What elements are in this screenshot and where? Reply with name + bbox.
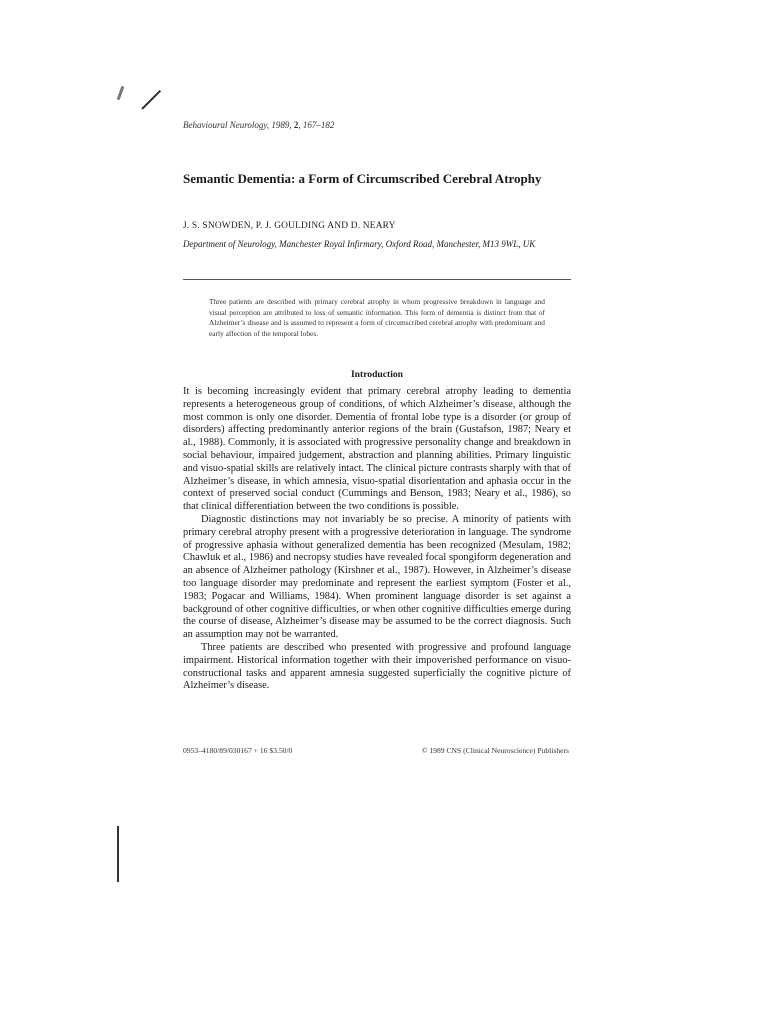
- body-text: [183, 386, 571, 693]
- title-divider: [183, 279, 571, 280]
- scan-artifact-tick: [117, 86, 125, 100]
- journal-citation: [183, 120, 334, 130]
- section-heading: Introduction: [350, 369, 404, 380]
- journal-volume: 2: [293, 120, 299, 130]
- author-affiliation: Department of Neurology, Manchester Royal Infirmary, Oxford Road, Manchester, M13 9WL, UK: [183, 239, 536, 249]
- paper-authors: J. S. SNOWDEN, P. J. GOULDING AND D. NEARY: [183, 221, 396, 231]
- scan-artifact-edge-line: [117, 826, 119, 882]
- copyright-notice: © 1989 CNS (Clinical Neuroscience) Publishers: [421, 746, 569, 755]
- abstract: Three patients are described with primary cerebral atrophy in whom progressive breakdown in language and visual perception are attributed to loss of semantic information. This form of dementia is distinct from that of Alzheimer’s disease and is assumed to represent a form of circumscribed cerebral atrophy with predominant and early affection of the temporal lobes.: [209, 297, 545, 338]
- journal-year: , 1989,: [266, 120, 294, 130]
- paragraph: Three patients are described who presented with progressive and profound language impairment. Historical information together with their impoverished performance on visuo-constructional tasks and apparent amnesia suggested superficially the cognitive picture of Alzheimer’s disease.: [183, 641, 571, 692]
- article-code: 0953–4180/89/030167 + 16 $3.50/0: [183, 746, 293, 755]
- journal-pages: , 167–182: [298, 120, 335, 130]
- paragraph: Diagnostic distinctions may not invariably be so precise. A minority of patients with primary cerebral atrophy present with a progressive deterioration in language. The syndrome of progressive aphasia without generalized dementia has been recognized (Mesulam, 1982; Chawluk et al., 1986) and necropsy studies have revealed focal spongiform degeneration and an absence of Alzheimer pathology (Kirshner et al., 1987). However, in Alzheimer’s disease too language disorder may predominate and represent the earliest symptom (Foster et al., 1983; Pogacar and Williams, 1984). When prominent language disorder is set against a background of other cognitive difficulties, or when other cognitive difficulties emerge during the course of disease, Alzheimer’s disease may be assumed to be the correct diagnosis. Such an assumption may not be warranted.: [183, 513, 571, 641]
- scan-artifact-slash: [141, 90, 161, 110]
- paragraph: It is becoming increasingly evident that primary cerebral atrophy leading to dementia represents a heterogeneous group of conditions, of which Alzheimer’s disease, although the most common is only one disorder. Dementia of frontal lobe type is a disorder (or group of disorders) affecting predominantly anterior regions of the brain (Gustafson, 1987; Neary et al., 1988). Commonly, it is associated with progressive personality change and breakdown in social behaviour, impaired judgement, abstraction and planning abilities. Primary linguistic and visuo-spatial skills are relatively intact. The clinical picture contrasts sharply with that of Alzheimer’s disease, in which amnesia, visuo-spatial disorientation and aphasia occur in the context of preserved social conduct (Cummings and Benson, 1983; Neary et al., 1986), so that clinical differentiation between the two conditions is possible.: [183, 386, 571, 513]
- journal-name: Behavioural Neurology: [183, 120, 267, 130]
- paper-title: Semantic Dementia: a Form of Circumscribed Cerebral Atrophy: [183, 171, 542, 186]
